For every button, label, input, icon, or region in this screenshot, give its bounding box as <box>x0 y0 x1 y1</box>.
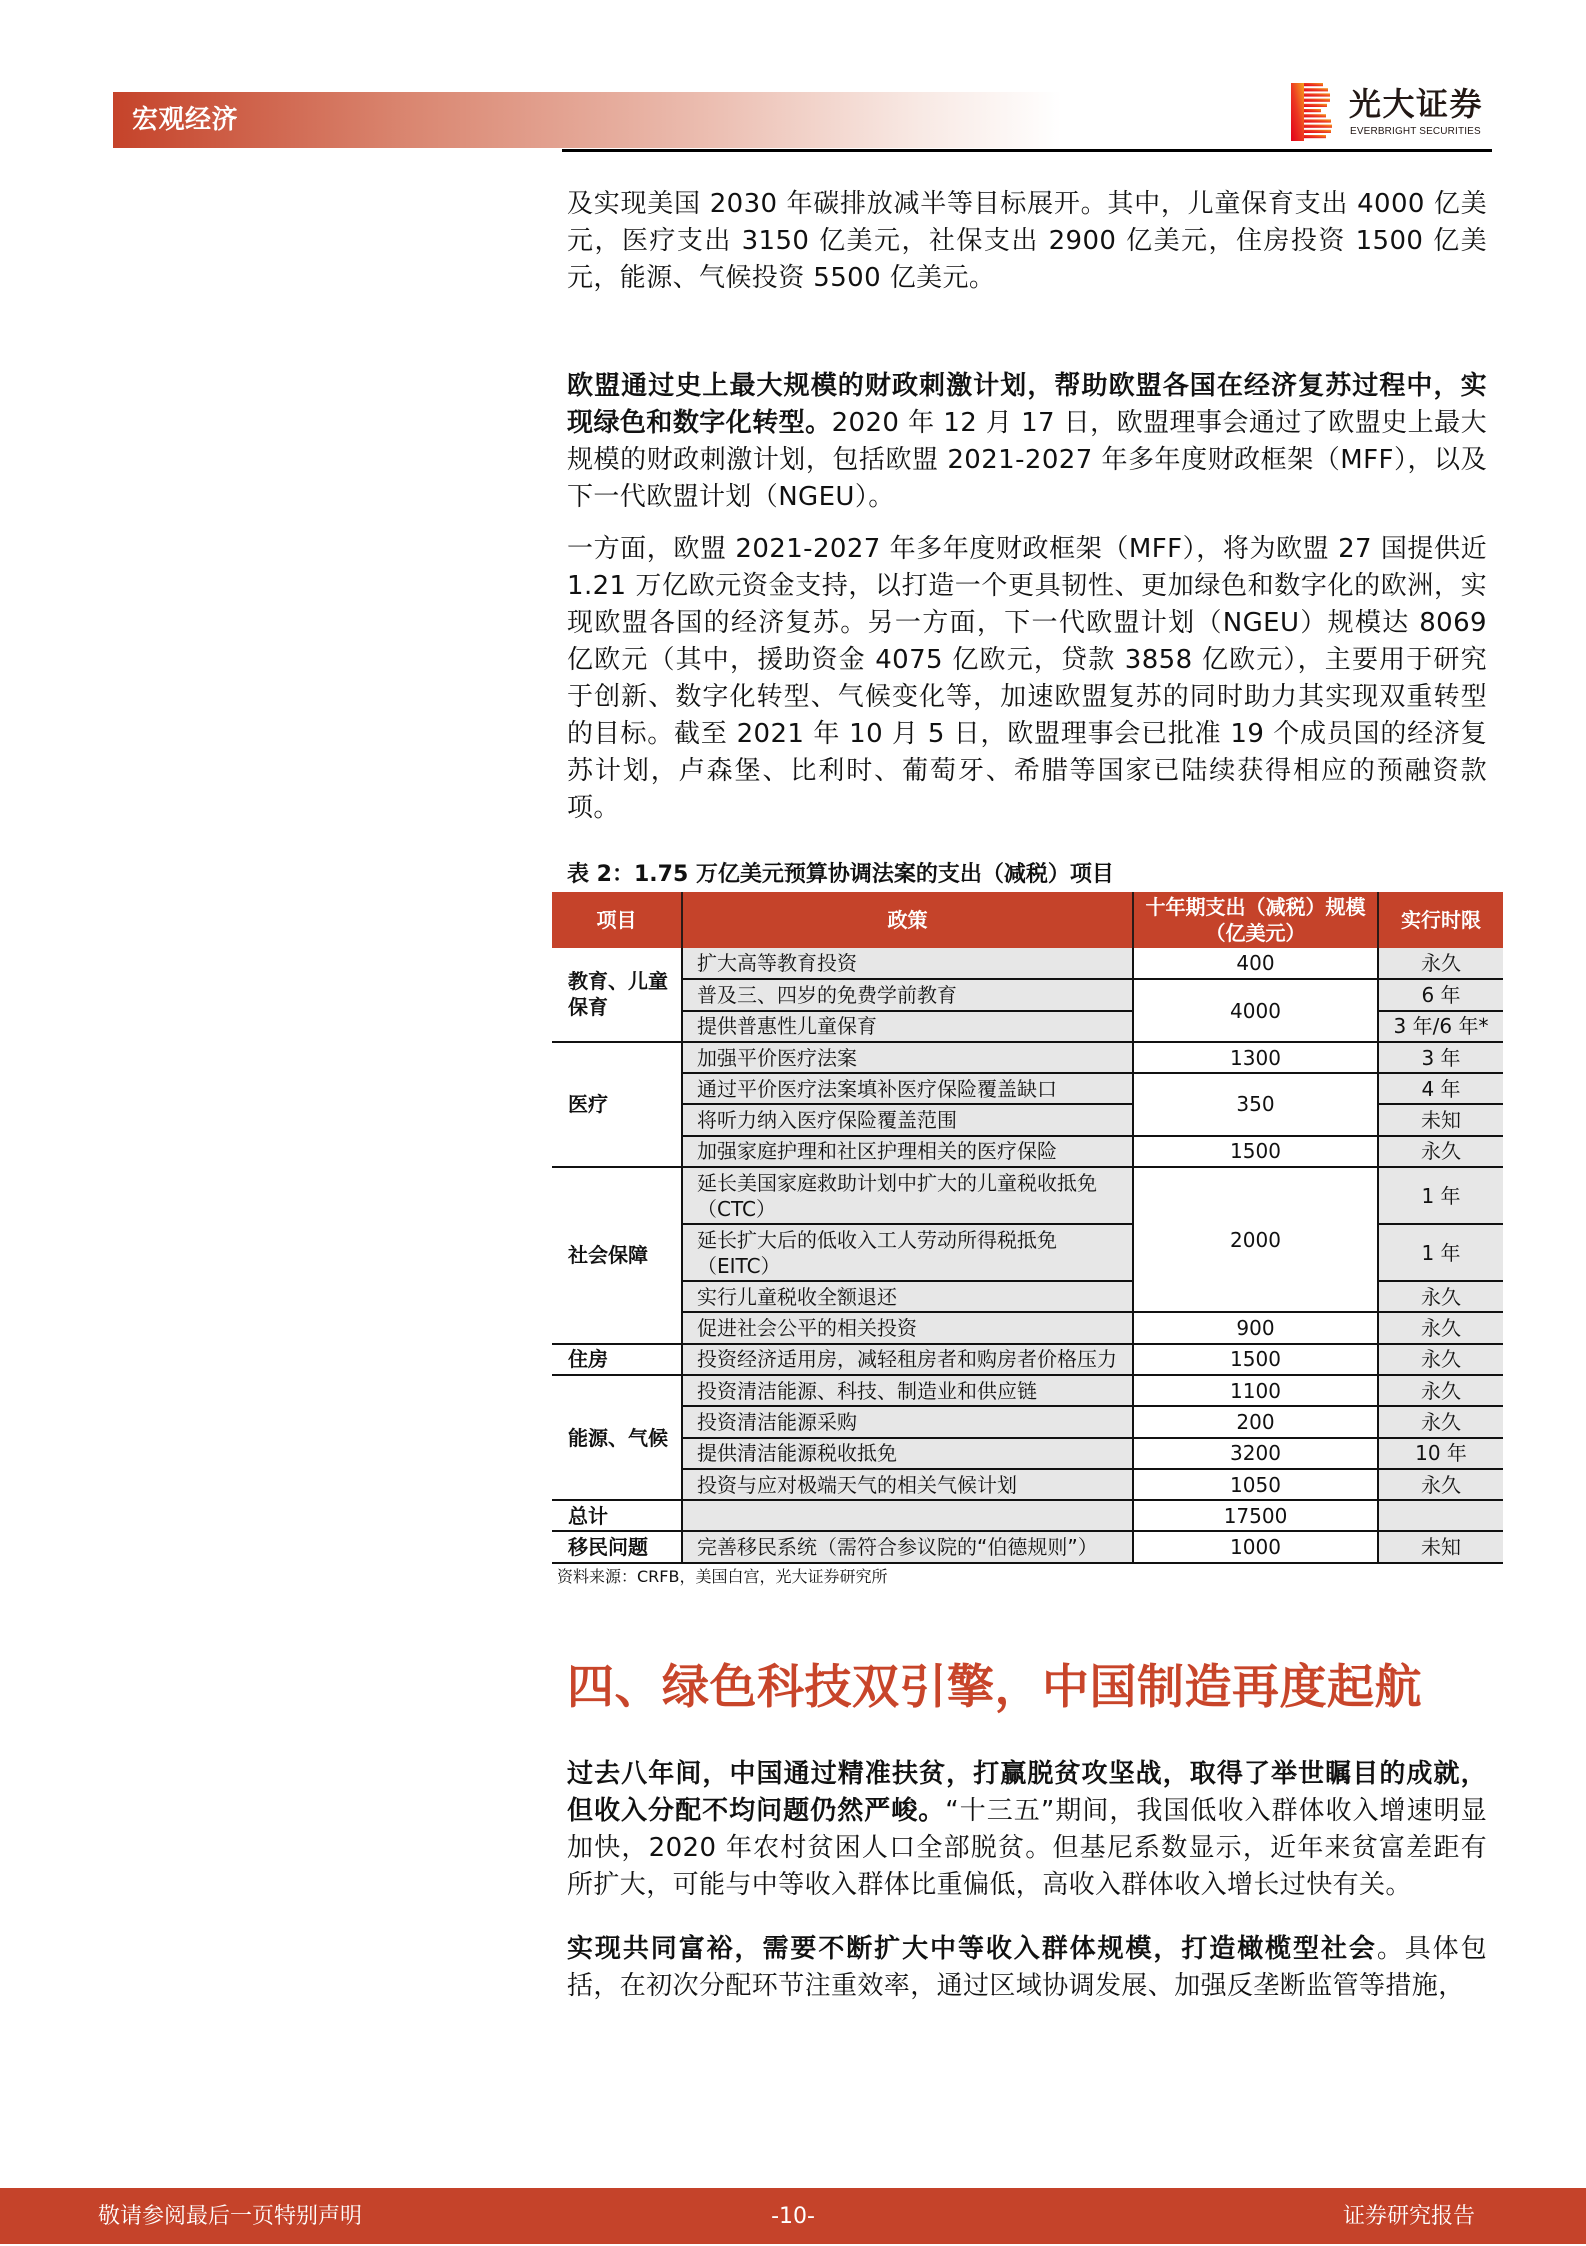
column-header-amount: 十年期支出（减税）规模（亿美元） <box>1133 892 1378 948</box>
table-cell-policy: 提供普惠性儿童保育 <box>682 1011 1133 1042</box>
table-source-note: 资料来源：CRFB，美国白宫，光大证券研究所 <box>557 1567 888 1586</box>
logo-name-cn: 光大证券 <box>1349 85 1484 123</box>
table-row <box>552 1344 1503 1375</box>
section-heading: 四、绿色科技双引擎，中国制造再度起航 <box>567 1660 1422 1715</box>
header-rule <box>562 149 1492 152</box>
table-cell-category: 住房 <box>552 1344 682 1375</box>
table-cell-duration: 永久 <box>1378 1375 1503 1406</box>
table-cell-amount: 400 <box>1133 948 1378 979</box>
table-cell-amount: 4000 <box>1133 979 1378 1042</box>
paragraph-us-spending <box>567 186 1487 297</box>
column-header-policy: 政策 <box>682 892 1133 948</box>
paragraph-lead: 欧盟通过史上最大规模的财政刺激计划，帮助欧盟各国在经济复苏过程中，实现绿色和数字化转型。 <box>567 371 1487 438</box>
paragraph-income-distribution <box>567 1756 1487 1904</box>
table-cell-duration: 1 年 <box>1378 1167 1503 1224</box>
table-row <box>552 1167 1503 1224</box>
paragraph-text: 2020 年 12 月 17 日，欧盟理事会通过了欧盟史上最大规模的财政刺激计划，包括欧盟 2021-2027 年多年度财政框架（MFF），以及下一代欧盟计划（NGEU）。 <box>567 408 1487 512</box>
table-cell-policy <box>682 1500 1133 1531</box>
table-cell-policy: 投资清洁能源采购 <box>682 1406 1133 1437</box>
table-cell-policy: 延长扩大后的低收入工人劳动所得税抵免（EITC） <box>682 1224 1133 1281</box>
table-cell-category: 能源、气候 <box>552 1375 682 1500</box>
table-title: 表 2：1.75 万亿美元预算协调法案的支出（减税）项目 <box>567 862 1114 887</box>
table-cell-amount: 1050 <box>1133 1469 1378 1500</box>
column-header-duration: 实行时限 <box>1378 892 1503 948</box>
paragraph-text: 及实现美国 2030 年碳排放减半等目标展开。其中，儿童保育支出 4000 亿美元，医疗支出 3150 亿美元，社保支出 2900 亿美元，住房投资 1500 亿美元，能源、气候投资 5500 亿美元。 <box>567 189 1487 293</box>
table-row <box>552 1136 1503 1167</box>
table-row-total <box>552 1500 1503 1531</box>
column-header-category: 项目 <box>552 892 682 948</box>
header-band <box>113 92 1062 148</box>
footer-page-number: -10- <box>771 2204 815 2229</box>
table-cell-duration: 未知 <box>1378 1531 1503 1562</box>
table-cell-policy: 延长美国家庭救助计划中扩大的儿童税收抵免（CTC） <box>682 1167 1133 1224</box>
table-cell-policy: 提供清洁能源税收抵免 <box>682 1438 1133 1469</box>
table-cell-policy: 加强家庭护理和社区护理相关的医疗保险 <box>682 1136 1133 1167</box>
everbright-logo-icon <box>1291 83 1333 141</box>
table-cell-duration: 3 年/6 年* <box>1378 1011 1503 1042</box>
table-cell-category: 社会保障 <box>552 1167 682 1344</box>
table-cell-duration: 4 年 <box>1378 1073 1503 1104</box>
logo-name-en: EVERBRIGHT SECURITIES <box>1350 126 1481 137</box>
table-cell-policy: 实行儿童税收全额退还 <box>682 1281 1133 1312</box>
table-cell-duration: 10 年 <box>1378 1438 1503 1469</box>
table-cell-duration: 永久 <box>1378 1469 1503 1500</box>
table-cell-policy: 加强平价医疗法案 <box>682 1042 1133 1073</box>
table-header-row <box>552 892 1503 948</box>
table-cell-amount: 1300 <box>1133 1042 1378 1073</box>
table-cell-duration: 3 年 <box>1378 1042 1503 1073</box>
table-cell-duration: 永久 <box>1378 948 1503 979</box>
table-cell-duration: 永久 <box>1378 1312 1503 1343</box>
paragraph-common-prosperity <box>567 1931 1487 2005</box>
table-cell-policy: 完善移民系统（需符合参议院的“伯德规则”） <box>682 1531 1133 1562</box>
table-cell-duration: 6 年 <box>1378 979 1503 1010</box>
table-cell-policy: 通过平价医疗法案填补医疗保险覆盖缺口 <box>682 1073 1133 1104</box>
table-cell-duration: 1 年 <box>1378 1224 1503 1281</box>
table-cell-amount: 1000 <box>1133 1531 1378 1562</box>
paragraph-lead: 过去八年间，中国通过精准扶贫，打赢脱贫攻坚战，取得了举世瞩目的成就，但收入分配不均问题仍然严峻。 <box>567 1759 1487 1826</box>
table-cell-category: 移民问题 <box>552 1531 682 1562</box>
table-row <box>552 1406 1503 1437</box>
table-row <box>552 979 1503 1010</box>
table-cell-category: 医疗 <box>552 1042 682 1167</box>
table-row <box>552 948 1503 979</box>
page-footer <box>0 2188 1586 2244</box>
table-cell-policy: 扩大高等教育投资 <box>682 948 1133 979</box>
table-row <box>552 1438 1503 1469</box>
table-cell-category: 教育、儿童保育 <box>552 948 682 1042</box>
table-cell-duration: 永久 <box>1378 1281 1503 1312</box>
paragraph-text: 一方面，欧盟 2021-2027 年多年度财政框架（MFF），将为欧盟 27 国提供近 1.21 万亿欧元资金支持，以打造一个更具韧性、更加绿色和数字化的欧洲，实现欧盟各国的经济复苏。另一方面，下一代欧盟计划（NGEU）规模达 8069 亿欧元（其中，援助资金 4075 亿欧元，贷款 3858 亿欧元），主要用于研究于创新、数字化转型、气候变化等，加速欧盟复苏的同时助力其实现双重转型的目标。截至 2021 年 10 月 5 日，欧盟理事会已批准 19 个成员国的经济复苏计划，卢森堡、比利时、葡萄牙、希腊等国家已陆续获得相应的预融资款项。 <box>567 534 1487 823</box>
table-cell-policy: 普及三、四岁的免费学前教育 <box>682 979 1133 1010</box>
table-cell-duration: 未知 <box>1378 1104 1503 1135</box>
table-row <box>552 1312 1503 1343</box>
table-cell-policy: 投资与应对极端天气的相关气候计划 <box>682 1469 1133 1500</box>
footer-doc-type: 证券研究报告 <box>1342 2204 1475 2229</box>
table-row <box>552 1375 1503 1406</box>
table-cell-amount: 350 <box>1133 1073 1378 1136</box>
table-row <box>552 1073 1503 1104</box>
table-row <box>552 1042 1503 1073</box>
section-label: 宏观经济 <box>132 105 239 135</box>
table-row <box>552 1531 1503 1562</box>
table-cell-duration <box>1378 1500 1503 1531</box>
table-cell-policy: 促进社会公平的相关投资 <box>682 1312 1133 1343</box>
paragraph-text: “十三五”期间，我国低收入群体收入增速明显加快，2020 年农村贫困人口全部脱贫。但基尼系数显示，近年来贫富差距有所扩大，可能与中等收入群体比重偏低，高收入群体收入增长过快有关。 <box>567 1796 1488 1900</box>
table-cell-policy: 将听力纳入医疗保险覆盖范围 <box>682 1104 1133 1135</box>
table-cell-amount: 1500 <box>1133 1136 1378 1167</box>
table-cell-category: 总计 <box>552 1500 682 1531</box>
table-cell-amount: 2000 <box>1133 1167 1378 1312</box>
table-cell-policy: 投资清洁能源、科技、制造业和供应链 <box>682 1375 1133 1406</box>
table-cell-duration: 永久 <box>1378 1406 1503 1437</box>
paragraph-text: 。具体包括，在初次分配环节注重效率，通过区域协调发展、加强反垄断监管等措施， <box>567 1934 1487 2001</box>
table-cell-duration: 永久 <box>1378 1344 1503 1375</box>
table-cell-amount: 900 <box>1133 1312 1378 1343</box>
paragraph-eu-stimulus <box>567 368 1487 516</box>
table-cell-amount: 17500 <box>1133 1500 1378 1531</box>
table-cell-amount: 1100 <box>1133 1375 1378 1406</box>
paragraph-lead: 实现共同富裕，需要不断扩大中等收入群体规模，打造橄榄型社会 <box>567 1934 1377 1964</box>
table-cell-amount: 1500 <box>1133 1344 1378 1375</box>
table-cell-policy: 投资经济适用房，减轻租房者和购房者价格压力 <box>682 1344 1133 1375</box>
table-cell-amount: 200 <box>1133 1406 1378 1437</box>
paragraph-eu-mff-ngeu <box>567 531 1487 827</box>
table-cell-duration: 永久 <box>1378 1136 1503 1167</box>
table-row <box>552 1469 1503 1500</box>
table-cell-amount: 3200 <box>1133 1438 1378 1469</box>
footer-disclaimer: 敬请参阅最后一页特别声明 <box>98 2204 363 2229</box>
spending-table <box>552 892 1503 1564</box>
